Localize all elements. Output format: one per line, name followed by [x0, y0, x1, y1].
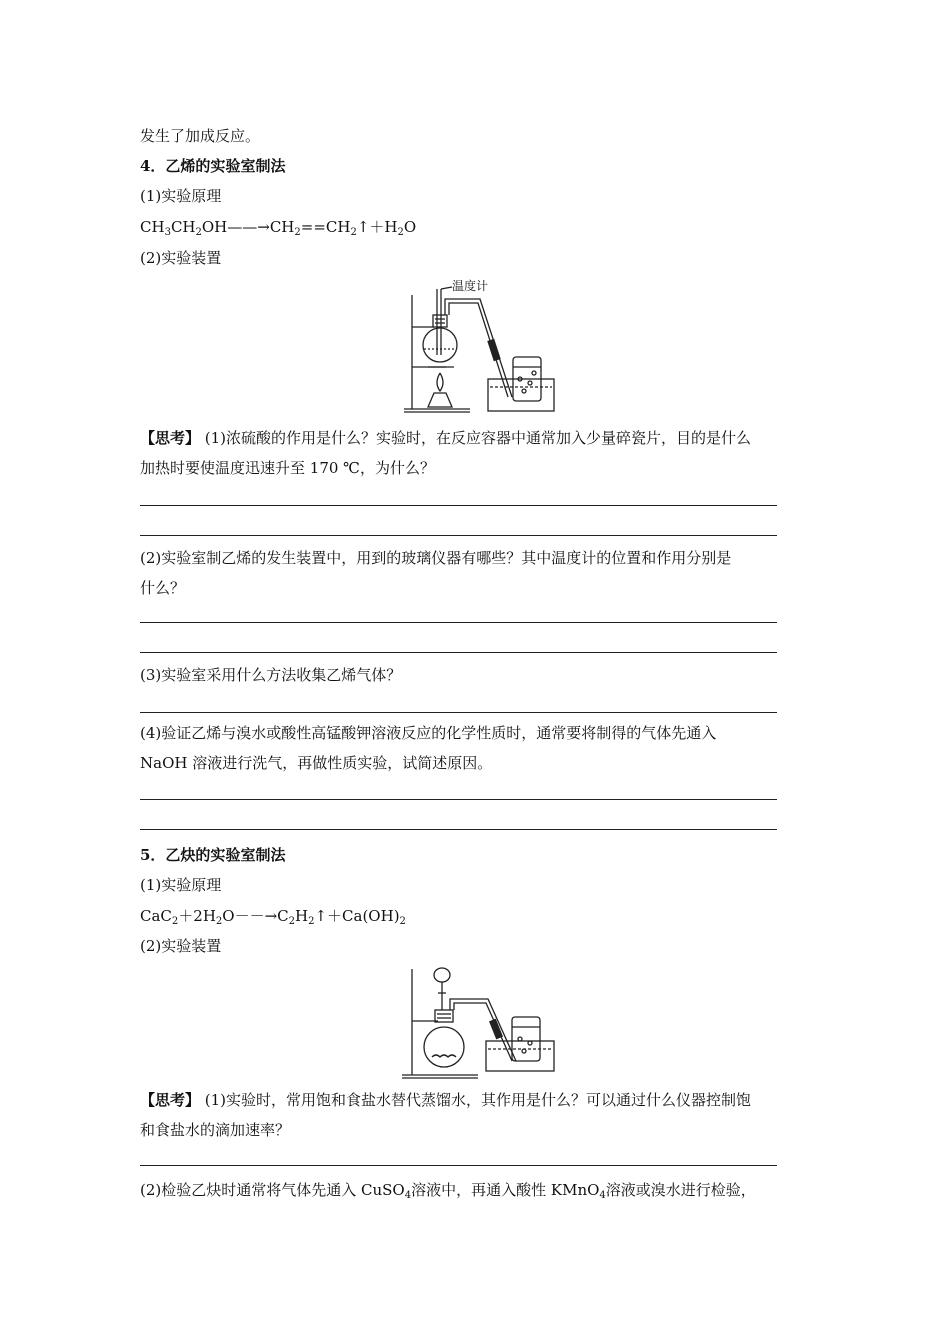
- answer-line[interactable]: [140, 622, 777, 623]
- section-5-heading: 5．乙炔的实验室制法: [140, 846, 286, 864]
- s4-apparatus-label: (2)实验装置: [140, 249, 222, 267]
- s5-think-q1: 【思考】 (1)实验时，常用饱和食盐水替代蒸馏水，其作用是什么？可以通过什么仪器控制饱 和食盐水的滴加速率？: [140, 1091, 752, 1139]
- s4-think-q3: (3)实验室采用什么方法收集乙烯气体？: [140, 666, 402, 684]
- s4-equation: $CH_3CH_2OH——\to CH_2==CH_2↑+H_2O$: [140, 218, 417, 238]
- s5-principle-label: (1)实验原理: [140, 876, 222, 894]
- top-line: 发生了加成反应。: [140, 127, 261, 145]
- ethylene-apparatus-figure: [400, 275, 560, 415]
- ethylene-apparatus-drawing: [400, 275, 560, 415]
- s4-think-q4: (4)验证乙烯与溴水或酸性高锰酸钾溶液反应的化学性质时，通常要将制得的气体先通入 NaOH 溶液进行洗气，再做性质实验，试简述原因。: [140, 724, 717, 772]
- answer-line[interactable]: [140, 652, 777, 653]
- s5-equation: $CaC_2+2H_2O--\to C_2H_2↑+Ca(OH)_2$: [140, 907, 406, 927]
- answer-line[interactable]: [140, 505, 777, 506]
- thermometer-label: 温度计: [452, 279, 489, 293]
- s5-think-q2: (2)检验乙炔时通常将气体先通入 CuSO$_4$溶液中，再通入酸性 KMnO$_4$溶液或溴水进行检验，: [140, 1181, 756, 1201]
- s4-think-q2: (2)实验室制乙烯的发生装置中，用到的玻璃仪器有哪些？其中温度计的位置和作用分别是 什么？: [140, 549, 732, 597]
- acetylene-apparatus-drawing: [398, 965, 560, 1080]
- acetylene-apparatus-figure: [398, 965, 560, 1080]
- s4-principle-label: (1)实验原理: [140, 187, 222, 205]
- s4-think-q1: 【思考】 (1)浓硫酸的作用是什么？实验时，在反应容器中通常加入少量碎瓷片，目的是什么 加热时要使温度迅速升至 170 ℃，为什么？: [140, 429, 752, 477]
- answer-line[interactable]: [140, 712, 777, 713]
- answer-line[interactable]: [140, 535, 777, 536]
- answer-line[interactable]: [140, 829, 777, 830]
- section-4-heading: 4．乙烯的实验室制法: [140, 157, 286, 175]
- answer-line[interactable]: [140, 799, 777, 800]
- s5-apparatus-label: (2)实验装置: [140, 937, 222, 955]
- answer-line[interactable]: [140, 1165, 777, 1166]
